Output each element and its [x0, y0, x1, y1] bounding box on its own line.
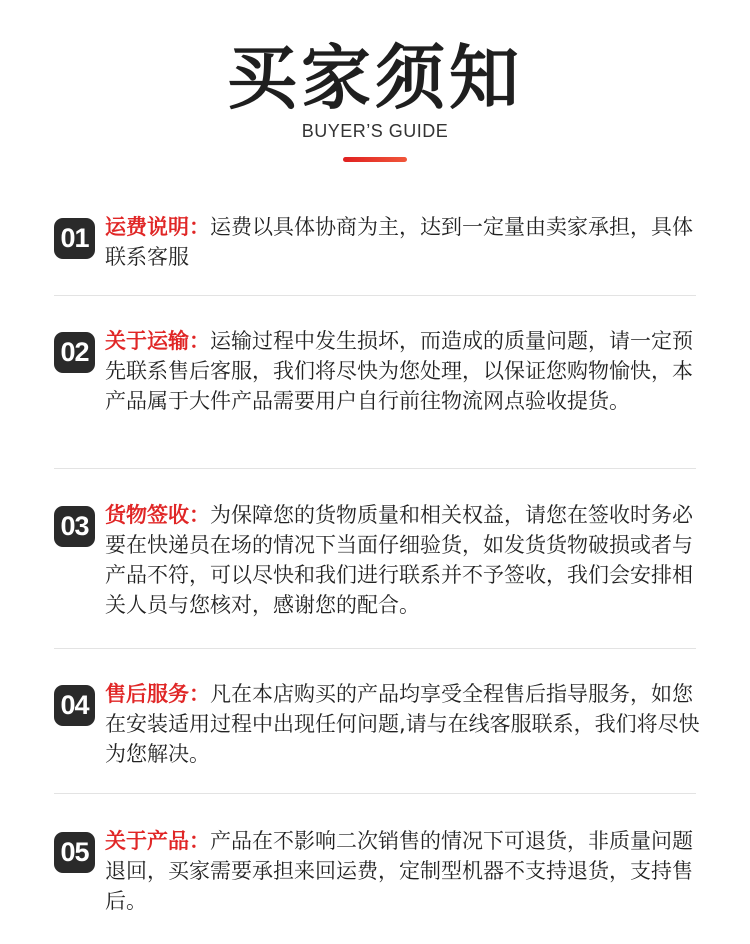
divider	[54, 793, 696, 794]
item-text	[105, 500, 705, 620]
item-body: 为保障您的货物质量和相关权益，请您在签收时务必要在快递员在场的情况下当面仔细验货，如发货货物破损或者与产品不符，可以尽快和我们进行联系并不予签收，我们会安排相关人员与您核对，感谢您的配合。	[105, 503, 693, 617]
title-underline	[343, 157, 407, 162]
item-body: 运输过程中发生损坏，而造成的质量问题，请一定预先联系售后客服，我们将尽快为您处理，以保证您购物愉快，本产品属于大件产品需要用户自行前往物流网点验收提货。	[105, 329, 693, 413]
divider	[54, 468, 696, 469]
item-body: 产品在不影响二次销售的情况下可退货，非质量问题退回，买家需要承担来回运费，定制型机器不支持退货，支持售后。	[105, 829, 693, 913]
item-label: 关于运输：	[105, 329, 210, 353]
item-text	[105, 212, 705, 272]
divider	[54, 295, 696, 296]
item-label: 货物签收：	[105, 503, 210, 527]
item-number-badge: 05	[54, 832, 95, 873]
page-subtitle: BUYER’S GUIDE	[301, 121, 449, 141]
item-text	[105, 326, 705, 416]
divider	[54, 648, 696, 649]
item-number-badge: 01	[54, 218, 95, 259]
item-body: 凡在本店购买的产品均享受全程售后指导服务，如您在安装适用过程中出现任何问题,请与在线客服联系，我们将尽快为您解决。	[105, 682, 700, 766]
item-number-badge: 02	[54, 332, 95, 373]
item-text	[105, 679, 705, 769]
item-label: 售后服务：	[105, 682, 210, 706]
item-text	[105, 826, 705, 916]
item-label: 运费说明：	[105, 215, 210, 239]
item-number-badge: 03	[54, 506, 95, 547]
item-number-badge: 04	[54, 685, 95, 726]
item-body: 运费以具体协商为主，达到一定量由卖家承担，具体联系客服	[105, 215, 693, 269]
page-title: 买家须知	[227, 37, 523, 119]
item-label: 关于产品：	[105, 829, 210, 853]
